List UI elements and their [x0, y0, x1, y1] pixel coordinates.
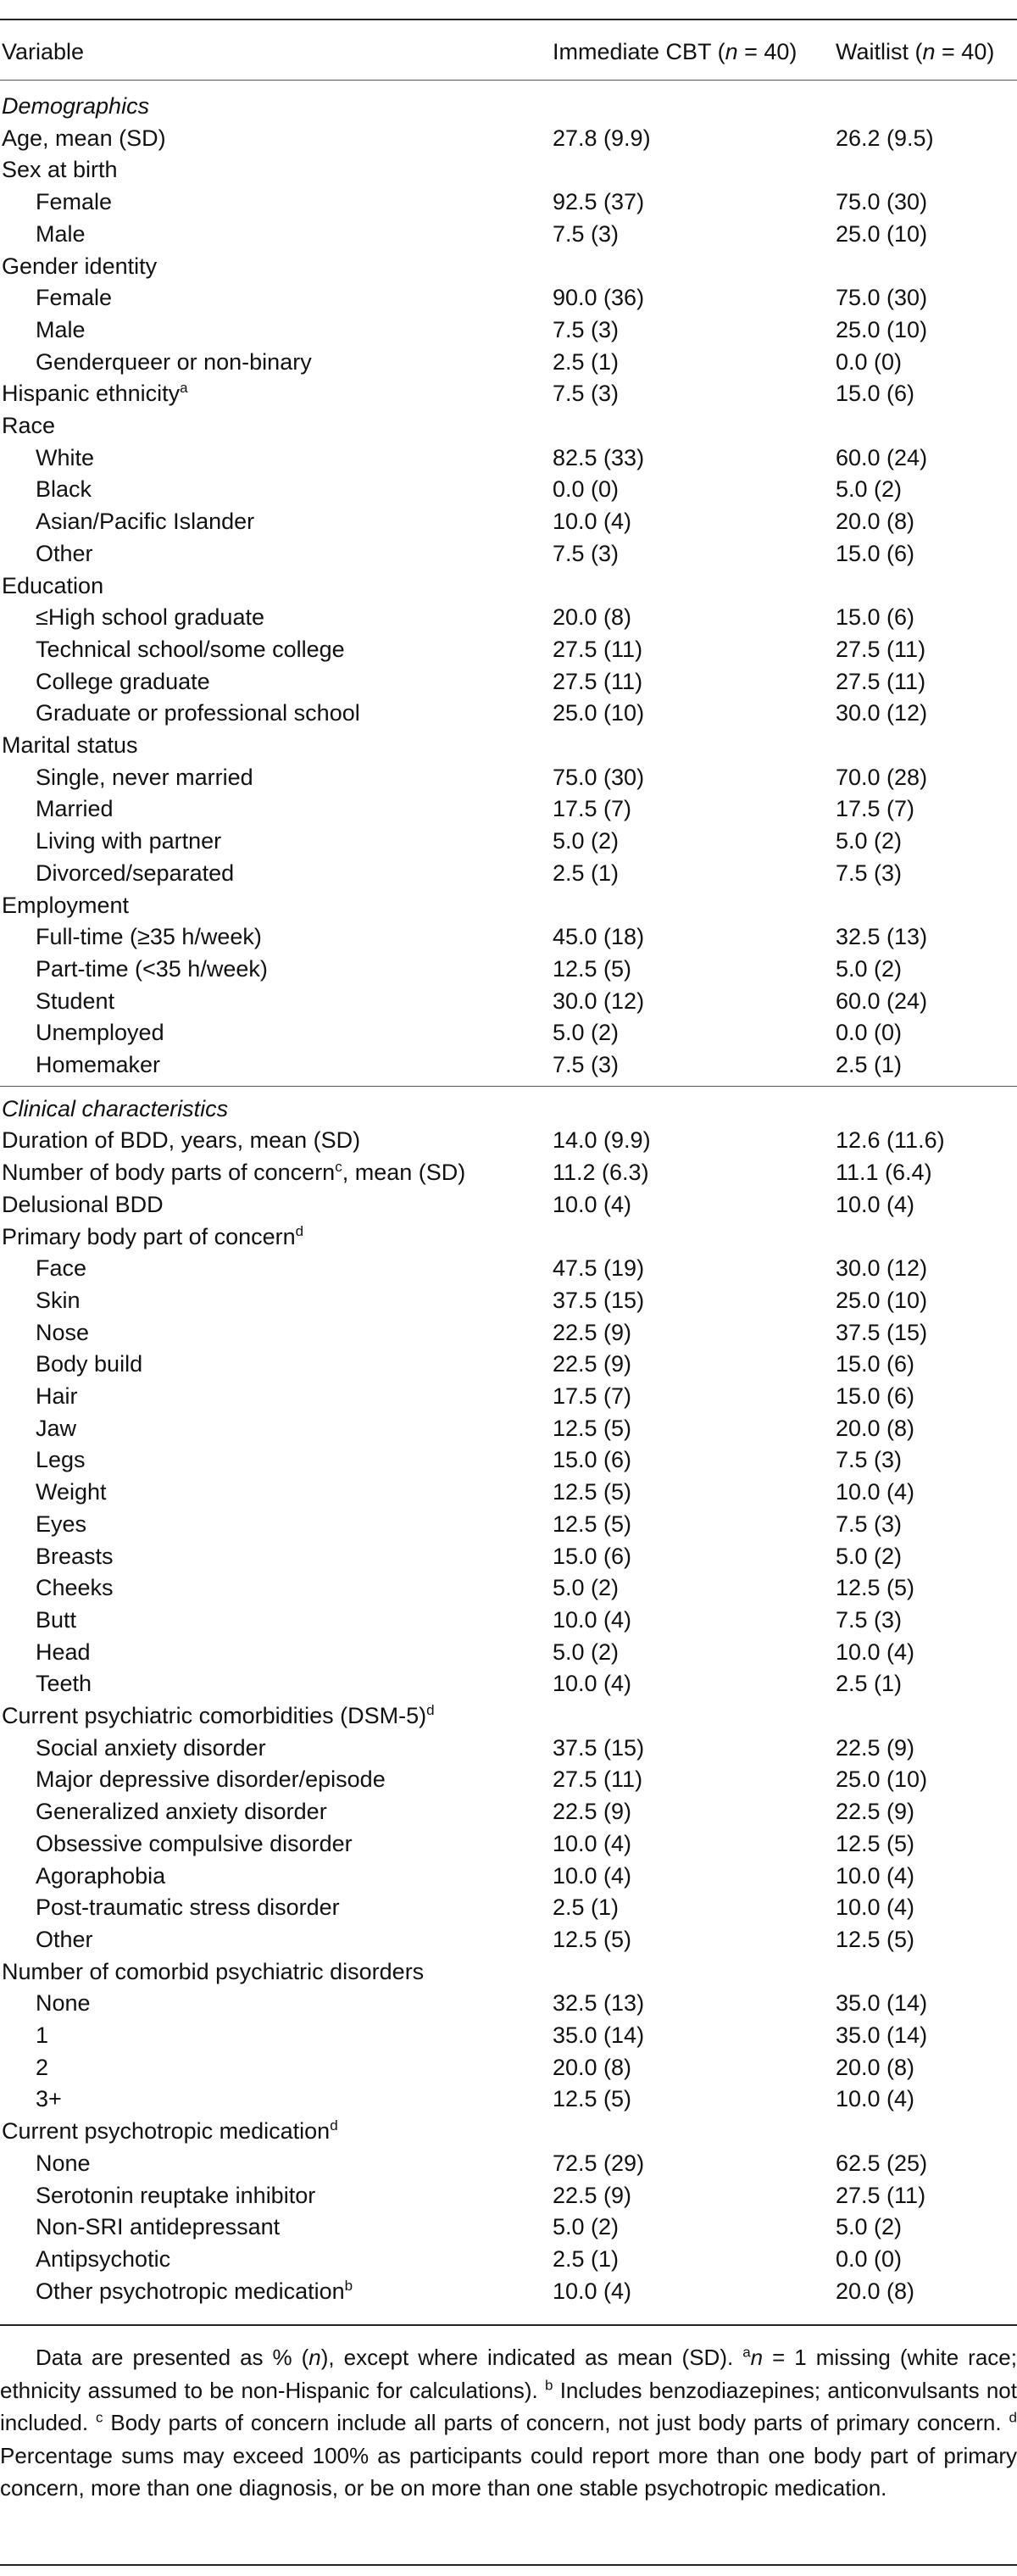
row-label: Number of body parts of concern$^c$, mean (SD)	[2, 1159, 466, 1186]
table-row	[0, 1763, 1017, 1795]
immediate-cbt-value: 25.0 (10)	[553, 700, 645, 726]
waitlist-value: 32.5 (13)	[836, 924, 928, 950]
waitlist-value: 10.0 (4)	[836, 1479, 915, 1505]
immediate-cbt-value: 7.5 (3)	[553, 316, 620, 342]
waitlist-value: 2.5 (1)	[836, 1052, 903, 1077]
row-label: Delusional BDD	[2, 1191, 164, 1217]
table-row	[0, 1540, 1017, 1572]
row-label: Non-SRI antidepressant	[36, 2214, 281, 2240]
waitlist-value: 27.5 (11)	[836, 2182, 926, 2208]
table-row	[0, 2019, 1017, 2051]
waitlist-value: 22.5 (9)	[836, 1734, 915, 1761]
table-row	[0, 1636, 1017, 1668]
immediate-cbt-value: 5.0 (2)	[553, 1575, 620, 1601]
table-row	[0, 570, 1017, 602]
immediate-cbt-value: 27.8 (9.9)	[553, 125, 651, 151]
waitlist-value: 10.0 (4)	[836, 1639, 915, 1665]
immediate-cbt-value: 20.0 (8)	[553, 604, 632, 631]
table-row	[0, 1572, 1017, 1604]
row-label: Male	[36, 220, 86, 247]
table-row	[0, 1476, 1017, 1508]
waitlist-value: 5.0 (2)	[836, 828, 903, 854]
table-row	[0, 250, 1017, 282]
table-row	[0, 1860, 1017, 1892]
row-label: Part-time (<35 h/week)	[36, 955, 268, 982]
table-row	[0, 377, 1017, 409]
immediate-cbt-value: 2.5 (1)	[553, 1894, 620, 1921]
table-row	[0, 1508, 1017, 1540]
immediate-cbt-value: 10.0 (4)	[553, 1606, 632, 1633]
immediate-cbt-value: 30.0 (12)	[553, 988, 645, 1014]
waitlist-value: 26.2 (9.5)	[836, 125, 934, 151]
table-row	[0, 1316, 1017, 1349]
bottom-rule	[0, 2564, 1017, 2566]
waitlist-value: 15.0 (6)	[836, 604, 915, 631]
immediate-cbt-value: 82.5 (33)	[553, 444, 645, 470]
table-row	[0, 953, 1017, 985]
row-label: White	[36, 444, 95, 470]
row-label: Other	[36, 540, 93, 566]
row-label: Student	[36, 988, 115, 1014]
immediate-cbt-value: 15.0 (6)	[553, 1447, 632, 1473]
immediate-cbt-value: 12.5 (5)	[553, 2086, 632, 2112]
immediate-cbt-value: 27.5 (11)	[553, 636, 643, 662]
waitlist-value: 12.5 (5)	[836, 1575, 915, 1601]
header-waitlist: Waitlist (n = 40)	[836, 39, 995, 64]
immediate-cbt-value: 14.0 (9.9)	[553, 1127, 651, 1154]
row-label: Primary body part of concern$^d$	[2, 1222, 304, 1249]
table-row	[0, 1412, 1017, 1444]
row-label: Head	[36, 1639, 91, 1665]
immediate-cbt-value: 22.5 (9)	[553, 2182, 632, 2208]
row-label: Age, mean (SD)	[2, 125, 166, 151]
table-row	[0, 2243, 1017, 2275]
row-label: Genderqueer or non-binary	[36, 348, 312, 375]
waitlist-value: 12.5 (5)	[836, 1830, 915, 1856]
waitlist-value: 75.0 (30)	[836, 189, 928, 215]
row-label: Hispanic ethnicity$^a$	[2, 380, 188, 407]
table-row	[0, 761, 1017, 793]
row-label: Antipsychotic	[36, 2245, 171, 2272]
table-row	[0, 2051, 1017, 2084]
row-label: College graduate	[36, 668, 210, 694]
immediate-cbt-value: 75.0 (30)	[553, 764, 645, 790]
waitlist-value: 60.0 (24)	[836, 444, 928, 470]
top-rule	[0, 19, 1017, 20]
row-label: Nose	[36, 1319, 90, 1345]
table-row	[0, 1444, 1017, 1476]
section-rule	[0, 1086, 1017, 1087]
waitlist-value: 5.0 (2)	[836, 2214, 903, 2240]
table-row	[0, 633, 1017, 665]
row-label: None	[36, 2150, 91, 2176]
immediate-cbt-value: 5.0 (2)	[553, 1020, 620, 1046]
row-label: Agoraphobia	[36, 1862, 166, 1889]
table-row	[0, 1732, 1017, 1764]
immediate-cbt-value: 27.5 (11)	[553, 1766, 643, 1793]
waitlist-value: 0.0 (0)	[836, 1020, 903, 1046]
row-label: Divorced/separated	[36, 860, 235, 886]
immediate-cbt-value: 20.0 (8)	[553, 2054, 632, 2080]
waitlist-value: 27.5 (11)	[836, 668, 926, 694]
table-row	[0, 729, 1017, 761]
table-row	[0, 186, 1017, 218]
row-label: Unemployed	[36, 1020, 164, 1046]
table-row	[0, 1667, 1017, 1700]
row-label: Other	[36, 1926, 93, 1952]
immediate-cbt-value: 2.5 (1)	[553, 2245, 620, 2272]
row-label: Social anxiety disorder	[36, 1734, 266, 1761]
waitlist-value: 17.5 (7)	[836, 796, 915, 822]
row-label: Sex at birth	[2, 157, 118, 183]
waitlist-value: 15.0 (6)	[836, 540, 915, 566]
table-row	[0, 601, 1017, 633]
row-label: Legs	[36, 1447, 86, 1473]
table-row	[0, 793, 1017, 825]
table-bottom-rule	[0, 2324, 1017, 2326]
row-label: Butt	[36, 1606, 77, 1633]
waitlist-value: 12.5 (5)	[836, 1926, 915, 1952]
row-label: Serotonin reuptake inhibitor	[36, 2182, 316, 2208]
immediate-cbt-value: 37.5 (15)	[553, 1734, 645, 1761]
immediate-cbt-value: 5.0 (2)	[553, 828, 620, 854]
table-row	[0, 665, 1017, 698]
immediate-cbt-value: 10.0 (4)	[553, 2278, 632, 2304]
immediate-cbt-value: 27.5 (11)	[553, 668, 643, 694]
immediate-cbt-value: 10.0 (4)	[553, 509, 632, 535]
row-label: Black	[36, 476, 92, 503]
waitlist-value: 37.5 (15)	[836, 1319, 928, 1345]
table-row	[0, 1700, 1017, 1732]
waitlist-value: 15.0 (6)	[836, 1383, 915, 1409]
row-label: Marital status	[2, 732, 138, 758]
immediate-cbt-value: 12.5 (5)	[553, 1415, 632, 1441]
waitlist-value: 2.5 (1)	[836, 1671, 903, 1697]
row-label: Homemaker	[36, 1052, 161, 1077]
waitlist-value: 20.0 (8)	[836, 509, 915, 535]
immediate-cbt-value: 10.0 (4)	[553, 1862, 632, 1889]
waitlist-value: 20.0 (8)	[836, 2054, 915, 2080]
table-row	[0, 153, 1017, 186]
row-label: Married	[36, 796, 114, 822]
row-label: Asian/Pacific Islander	[36, 509, 255, 535]
waitlist-value: 10.0 (4)	[836, 1191, 915, 1217]
row-label: Number of comorbid psychiatric disorders	[2, 1958, 425, 1984]
waitlist-value: 20.0 (8)	[836, 2278, 915, 2304]
row-label: Other psychotropic medication$^b$	[36, 2277, 353, 2304]
waitlist-value: 25.0 (10)	[836, 1766, 928, 1793]
immediate-cbt-value: 5.0 (2)	[553, 2214, 620, 2240]
table-row	[0, 2147, 1017, 2179]
row-label: Gender identity	[2, 253, 158, 279]
waitlist-value: 7.5 (3)	[836, 1447, 903, 1473]
immediate-cbt-value: 10.0 (4)	[553, 1671, 632, 1697]
immediate-cbt-value: 2.5 (1)	[553, 348, 620, 375]
row-label: Breasts	[36, 1543, 114, 1569]
immediate-cbt-value: 47.5 (19)	[553, 1255, 645, 1282]
waitlist-value: 15.0 (6)	[836, 381, 915, 407]
row-label: Race	[2, 413, 56, 438]
immediate-cbt-value: 92.5 (37)	[553, 189, 645, 215]
waitlist-value: 0.0 (0)	[836, 2245, 903, 2272]
table-row	[0, 921, 1017, 953]
table-row	[0, 985, 1017, 1017]
waitlist-value: 35.0 (14)	[836, 2022, 928, 2048]
table-row	[0, 1156, 1017, 1188]
row-label: Current psychotropic medication$^d$	[2, 2117, 338, 2145]
waitlist-value: 10.0 (4)	[836, 1894, 915, 1921]
immediate-cbt-value: 12.5 (5)	[553, 955, 632, 982]
table-row	[0, 1795, 1017, 1828]
row-label: Skin	[36, 1287, 81, 1313]
row-label: 3+	[36, 2086, 62, 2112]
waitlist-value: 5.0 (2)	[836, 955, 903, 982]
table-row	[0, 825, 1017, 857]
immediate-cbt-value: 10.0 (4)	[553, 1830, 632, 1856]
immediate-cbt-value: 11.2 (6.3)	[553, 1160, 649, 1186]
waitlist-value: 5.0 (2)	[836, 1543, 903, 1569]
immediate-cbt-value: 35.0 (14)	[553, 2022, 645, 2048]
immediate-cbt-value: 12.5 (5)	[553, 1926, 632, 1952]
table-row	[0, 1284, 1017, 1316]
waitlist-value: 7.5 (3)	[836, 1511, 903, 1537]
table-row	[0, 1124, 1017, 1156]
table-header	[0, 36, 1017, 68]
row-label: Demographics	[2, 93, 150, 119]
immediate-cbt-value: 10.0 (4)	[553, 1191, 632, 1217]
table-row	[0, 1987, 1017, 2019]
waitlist-value: 0.0 (0)	[836, 348, 903, 375]
table-row	[0, 505, 1017, 537]
immediate-cbt-value: 22.5 (9)	[553, 1799, 632, 1825]
row-label: Teeth	[36, 1671, 92, 1697]
table-row	[0, 2083, 1017, 2115]
table-row	[0, 2179, 1017, 2212]
row-label: Face	[36, 1255, 87, 1282]
immediate-cbt-value: 37.5 (15)	[553, 1287, 645, 1313]
table-row	[0, 281, 1017, 314]
waitlist-value: 25.0 (10)	[836, 220, 928, 247]
waitlist-value: 10.0 (4)	[836, 1862, 915, 1889]
table-row	[0, 346, 1017, 378]
row-label: Post-traumatic stress disorder	[36, 1894, 340, 1921]
table-row	[0, 2211, 1017, 2243]
table-row	[0, 1252, 1017, 1284]
immediate-cbt-value: 45.0 (18)	[553, 924, 645, 950]
waitlist-value: 7.5 (3)	[836, 860, 903, 886]
row-label: Major depressive disorder/episode	[36, 1766, 386, 1793]
header-rule	[0, 80, 1017, 81]
immediate-cbt-value: 90.0 (36)	[553, 285, 645, 311]
table-row	[0, 889, 1017, 921]
row-label: Eyes	[36, 1511, 87, 1537]
waitlist-value: 7.5 (3)	[836, 1606, 903, 1633]
row-label: Weight	[36, 1479, 107, 1505]
immediate-cbt-value: 7.5 (3)	[553, 1052, 620, 1077]
table-row	[0, 857, 1017, 889]
immediate-cbt-value: 22.5 (9)	[553, 1319, 632, 1345]
waitlist-value: 30.0 (12)	[836, 700, 928, 726]
waitlist-value: 30.0 (12)	[836, 1255, 928, 1282]
row-label: None	[36, 1990, 91, 2017]
immediate-cbt-value: 2.5 (1)	[553, 860, 620, 886]
immediate-cbt-value: 17.5 (7)	[553, 796, 632, 822]
table-row	[0, 1604, 1017, 1636]
table-row	[0, 1016, 1017, 1049]
waitlist-value: 10.0 (4)	[836, 2086, 915, 2112]
waitlist-value: 15.0 (6)	[836, 1351, 915, 1377]
row-label: Full-time (≥35 h/week)	[36, 924, 262, 950]
row-label: Living with partner	[36, 828, 222, 854]
table-row	[0, 2275, 1017, 2307]
table-row	[0, 697, 1017, 729]
row-label: Obsessive compulsive disorder	[36, 1830, 353, 1856]
immediate-cbt-value: 15.0 (6)	[553, 1543, 632, 1569]
table-row	[0, 1221, 1017, 1253]
immediate-cbt-value: 17.5 (7)	[553, 1383, 632, 1409]
row-label: Education	[2, 572, 104, 598]
row-label: Current psychiatric comorbidities $(DSM-5)^d$	[2, 1702, 435, 1728]
header-variable: Variable	[2, 39, 85, 64]
row-label: Hair	[36, 1383, 78, 1409]
waitlist-value: 25.0 (10)	[836, 316, 928, 342]
row-label: Female	[36, 189, 113, 215]
table-row	[0, 1049, 1017, 1081]
immediate-cbt-value: 32.5 (13)	[553, 1990, 645, 2017]
waitlist-value: 25.0 (10)	[836, 1287, 928, 1313]
table-row	[0, 537, 1017, 570]
row-label: ≤High school graduate	[36, 604, 264, 631]
immediate-cbt-value: 72.5 (29)	[553, 2150, 645, 2176]
table-row	[0, 409, 1017, 442]
table-row	[0, 473, 1017, 505]
immediate-cbt-value: 22.5 (9)	[553, 1351, 632, 1377]
waitlist-value: 35.0 (14)	[836, 1990, 928, 2017]
table-row	[0, 1923, 1017, 1956]
table-row	[0, 2115, 1017, 2147]
waitlist-value: 75.0 (30)	[836, 285, 928, 311]
row-label: Female	[36, 285, 113, 311]
immediate-cbt-value: 5.0 (2)	[553, 1639, 620, 1665]
table-row	[0, 1828, 1017, 1860]
waitlist-value: 70.0 (28)	[836, 764, 928, 790]
waitlist-value: 20.0 (8)	[836, 1415, 915, 1441]
table-row	[0, 314, 1017, 346]
row-label: Clinical characteristics	[2, 1095, 229, 1121]
row-label: Technical school/some college	[36, 636, 345, 662]
table-row	[0, 218, 1017, 250]
immediate-cbt-value: 7.5 (3)	[553, 540, 620, 566]
waitlist-value: 11.1 (6.4)	[836, 1160, 932, 1186]
waitlist-value: 22.5 (9)	[836, 1799, 915, 1825]
immediate-cbt-value: 0.0 (0)	[553, 476, 620, 503]
waitlist-value: 60.0 (24)	[836, 988, 928, 1014]
row-label: Single, never married	[36, 764, 253, 790]
row-label: Generalized anxiety disorder	[36, 1799, 327, 1825]
row-label: Jaw	[36, 1415, 77, 1441]
table-row	[0, 442, 1017, 474]
table-row	[0, 1188, 1017, 1221]
row-label: Male	[36, 316, 86, 342]
row-label: Duration of BDD, years, mean (SD)	[2, 1127, 361, 1154]
table-row	[0, 1380, 1017, 1412]
table-row	[0, 1891, 1017, 1923]
table-row	[0, 122, 1017, 154]
waitlist-value: 27.5 (11)	[836, 636, 926, 662]
table-row	[0, 1956, 1017, 1988]
row-label: Cheeks	[36, 1575, 114, 1601]
row-label: 2	[36, 2054, 49, 2080]
row-label: Employment	[2, 892, 130, 918]
immediate-cbt-value: 12.5 (5)	[553, 1511, 632, 1537]
table-row	[0, 1348, 1017, 1380]
immediate-cbt-value: 12.5 (5)	[553, 1479, 632, 1505]
waitlist-value: 5.0 (2)	[836, 476, 903, 503]
row-label: 1	[36, 2022, 49, 2048]
section-heading	[0, 1093, 1017, 1125]
header-immediate-cbt: Immediate CBT (n = 40)	[553, 39, 797, 64]
row-label: Graduate or professional school	[36, 700, 360, 726]
immediate-cbt-value: 7.5 (3)	[553, 381, 620, 407]
section-heading	[0, 90, 1017, 122]
waitlist-value: 62.5 (25)	[836, 2150, 928, 2176]
row-label: Body build	[36, 1351, 143, 1377]
waitlist-value: 12.6 (11.6)	[836, 1127, 945, 1154]
immediate-cbt-value: 7.5 (3)	[553, 220, 620, 247]
table-footnote: Data are presented as % (n), except where indicated as mean (SD). $^a$n = 1 missing (white race; ethnicity assumed to be non-Hispanic for calculations). $^b$ Includes benzodiazepines; anticonvulsants not included. $^c$ Body parts of concern include all parts of concern, not just body parts of primary concern. $^d$ Percentage sums may exceed 100% as participants could report more than one body part of primary concern, more than one diagnosis, or be on more than one stable psychotropic medication.	[0, 2344, 1017, 2501]
